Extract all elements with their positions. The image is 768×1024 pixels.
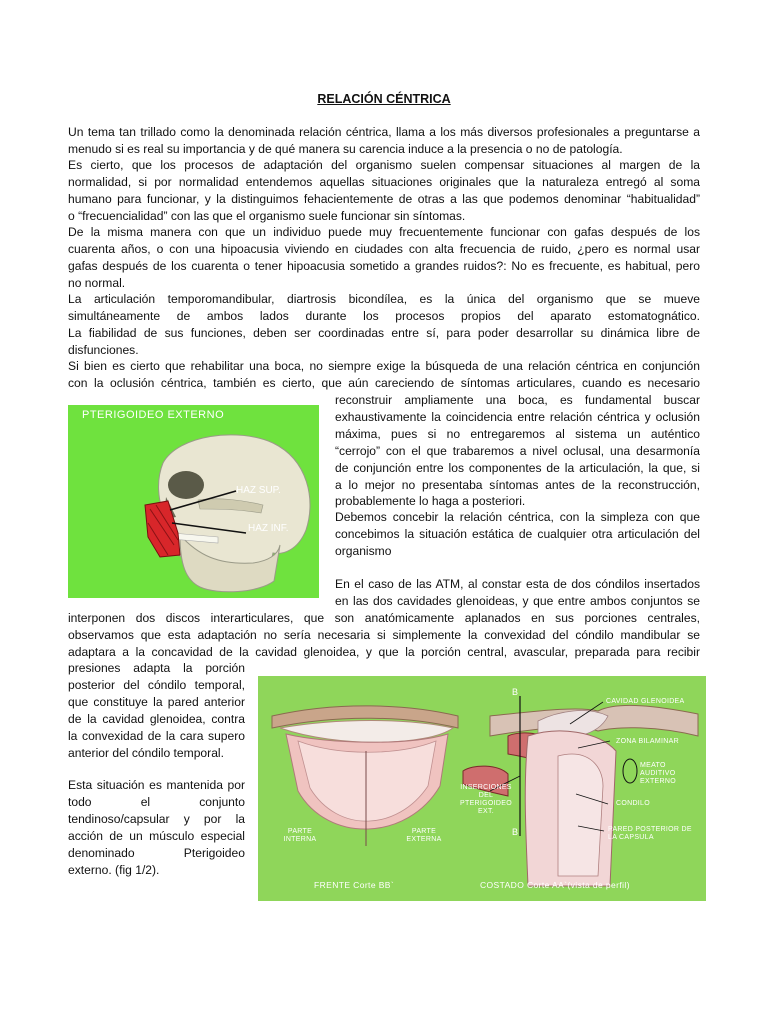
text-line: “cerrojo” con el que trabaremos a nivel oclusal, una desarmonía (335, 443, 700, 458)
text-line: La fiabilidad de sus funciones, deben ser coordinadas entre sí, para poder desarrollar su dinámica libre de (68, 325, 700, 340)
label-haz-sup: HAZ SUP. (236, 485, 281, 496)
figure-pterigoideo-externo (68, 405, 319, 598)
paragraph-7-continued (68, 610, 700, 661)
label-condilo: CONDILO (616, 800, 650, 807)
text-line: menudo si es real su importancia y de qué manera su carencia induce a la presencia o no de patología. (68, 141, 623, 156)
label-haz-inf: HAZ INF. (248, 523, 289, 534)
text-line: exhaustivamente la coincidencia entre relación céntrica y oclusión (335, 409, 700, 424)
document-title: RELACIÓN CÉNTRICA (317, 92, 451, 106)
text-line: Debemos concebir la relación céntrica, con la simpleza con que (335, 510, 700, 524)
text-line: con la oclusión céntrica, también es cierto, que aún careciendo de síntomas articulares, cuando es necesario (68, 375, 700, 390)
paragraph-2 (68, 157, 700, 225)
label-cavidad-glenoidea: CAVIDAD GLENOIDEA (606, 698, 685, 705)
text-line: La articulación temporomandibular, diartrosis bicondílea, es la única del organismo que se mueve (68, 292, 700, 306)
text-line: anterior del cóndilo temporal. (68, 745, 224, 760)
label-b-bottom: B (512, 827, 519, 837)
text-line: observamos que esta adaptación no sería necesaria si simplemente la convexidad del cóndilo mandibular se (68, 627, 700, 642)
figure-1-caption: PTERIGOIDEO EXTERNO (82, 409, 225, 421)
text-line: máxima, pues si no entregaremos al sistema un auténtico (335, 426, 700, 441)
text-line: a lo mejor no presentaba síntomas antes de la reconstrucción, (335, 477, 700, 492)
text-line: no normal. (68, 275, 126, 290)
label-zona-bilaminar: ZONA BILAMINAR (616, 738, 679, 745)
text-line: gafas después de los cuarenta o tener hipoacusia sometido a grandes ruidos?: No es frecuente, es habitual, pero (68, 258, 700, 273)
text-line: probablemente lo haga a posteriori. (335, 494, 526, 509)
text-line: acción de un músculo especial (68, 828, 245, 843)
text-line: la convexidad de la cara supero (68, 728, 245, 743)
label-costado-corte: COSTADO Corte AA`(vista de perfil) (480, 880, 630, 890)
paragraph-3 (68, 224, 700, 292)
label-parte-externa: PARTE EXTERNA (406, 828, 442, 843)
text-line: presiones adapta la porción (68, 661, 245, 675)
text-line: De la misma manera con que un individuo puede muy frecuentemente funcionar con gafas después de los (68, 225, 700, 239)
text-line: todo el conjunto (68, 794, 245, 809)
text-line: concebimos la situación estática de cualquier otra articulación del (335, 526, 700, 541)
text-line: en las dos cavidades glenoideas, y que entre ambos conjuntos se (335, 593, 700, 608)
text-line: humano para funcionar, y la distinguimos fehacientemente de otras a las que podemos denominar “habitualidad” (68, 191, 700, 206)
paragraph-6 (335, 509, 700, 560)
text-line: normalidad, si por normalidad entendemos aquellas situaciones originales que la naturaleza entregó al soma (68, 174, 700, 189)
text-line: interponen dos discos interarticulares, que son anatómicamente aplanados en sus porciones centrales, (68, 611, 700, 625)
label-b-top: B (512, 687, 519, 697)
label-frente-corte: FRENTE Corte BB` (314, 880, 395, 890)
text-line: Es cierto, que los procesos de adaptación del organismo suelen compensar situaciones al margen de la (68, 158, 700, 172)
paragraph-5 (68, 358, 700, 392)
label-parte-interna: PARTE INTERNA (283, 828, 317, 843)
text-line: tendinoso/capsular y por la (68, 811, 245, 826)
label-inserciones: INSERCIONES DEL PTERIGOIDEO EXT. (460, 784, 512, 815)
text-line: disfunciones. (68, 342, 139, 357)
text-line: externo. (fig 1/2). (68, 862, 160, 877)
text-line: reconstruir ampliamente una boca, es fundamental buscar (335, 393, 700, 407)
text-line: denominado Pterigoideo (68, 845, 245, 860)
text-line: cuarenta años, o con una hipoacusia viviendo en ciudades con alta frecuencia de ruido, ¿pero es normal usar (68, 241, 700, 256)
text-line: de conjunción entre los componentes de la articulación, la que, si (335, 460, 700, 475)
label-pared-posterior: PARED POSTERIOR DE LA CAPSULA (608, 826, 692, 841)
paragraph-7 (335, 576, 700, 610)
text-line: organismo (335, 543, 392, 558)
text-line: que constituye la pared anterior (68, 694, 245, 709)
paragraph-5-continued (335, 392, 700, 510)
skull-illustration (68, 405, 319, 598)
text-line: Un tema tan trillado como la denominada relación céntrica, llama a los más diversos profesionales a preguntarse a (68, 125, 700, 139)
label-meato-auditivo: MEATO AUDITIVO EXTERNO (640, 762, 676, 785)
paragraph-7-end (68, 660, 245, 761)
text-line: Si bien es cierto que rehabilitar una boca, no siempre exige la búsqueda de una relación céntrica en conjunción (68, 359, 700, 373)
text-line: o “frecuencialidad” con las que el organismo suele funcionar sin síntomas. (68, 208, 466, 223)
text-line: simultáneamente de ambos lados durante los procesos propios del aparato estomatognático. (68, 308, 700, 323)
paragraph-1 (68, 124, 700, 158)
paragraph-4 (68, 291, 700, 359)
text-line: de la cavidad glenoidea, contra (68, 711, 245, 726)
text-line: adaptara a la concavidad de la cavidad glenoidea, y que la porción central, avascular, preparada para recibir (68, 644, 700, 659)
text-line: Esta situación es mantenida por (68, 778, 245, 792)
text-line: posterior del cóndilo temporal, (68, 677, 245, 692)
figure-atm-cortes (258, 676, 706, 901)
paragraph-8 (68, 777, 245, 878)
text-line: En el caso de las ATM, al constar esta de dos cóndilos insertados (335, 577, 700, 591)
